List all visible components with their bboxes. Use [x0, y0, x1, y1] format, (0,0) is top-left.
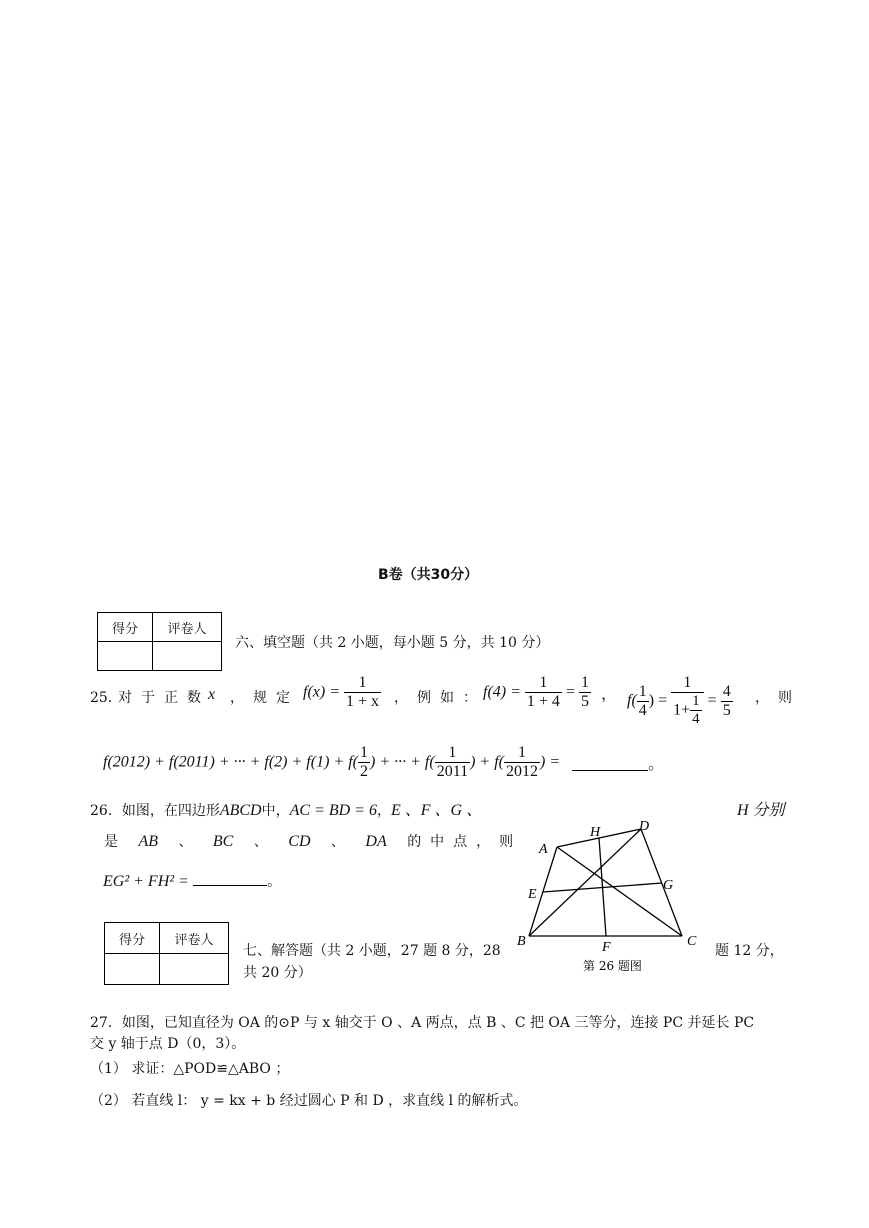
q26-cd: CD — [288, 833, 311, 850]
q27-line2: 交 y 轴于点 D（0，3）。 — [90, 1036, 246, 1052]
label-E: E — [528, 887, 537, 902]
q26-dun-2: 、 — [253, 834, 268, 850]
label-C: C — [687, 934, 697, 949]
q25-ex2-den-frac — [690, 693, 702, 728]
q25-ex1-lhs: f(4) = — [483, 683, 521, 701]
q26-line2-a: 是 — [104, 834, 118, 850]
q25-ex2-close: ) = — [648, 692, 668, 709]
q25-example-1: f(4) = $\frac{1}{1 + 4}$ = $\frac{1}{5}$ ， — [483, 674, 617, 710]
score-cell — [105, 954, 160, 985]
q26-bc: BC — [212, 833, 234, 850]
q26-figure — [508, 812, 708, 977]
q25-ex1-fraction — [525, 674, 562, 711]
q25-ex2-arg — [637, 683, 649, 720]
q26-dun-3: 、 — [330, 834, 345, 850]
q26-quad: ABCD — [219, 802, 262, 819]
q26-dun-1: 、 — [178, 834, 193, 850]
grader-label: 评卷人 — [153, 613, 222, 642]
q26-text2: 中， — [261, 803, 290, 819]
q25-period: 。 — [648, 756, 665, 773]
q26-answer-blank[interactable] — [193, 871, 267, 886]
q25-sum-half-den: 2 — [359, 763, 368, 780]
q25-ex2-anum: 1 — [638, 682, 647, 700]
label-D: D — [639, 819, 650, 834]
part6-heading: 六、填空题（共 2 小题，每小题 5 分，共 10 分） — [235, 635, 550, 651]
q25-ex2-fraction — [671, 674, 704, 728]
q25-ex1-result — [579, 674, 591, 711]
q25-sum-d-num: 1 — [504, 744, 540, 763]
part7-heading-b: 题 12 分， — [715, 943, 784, 959]
q25-ex1-rden: 5 — [580, 693, 589, 710]
figure-caption: 第 26 题图 — [583, 959, 642, 973]
q26-line3 — [103, 871, 281, 891]
q25-sum-2012 — [504, 744, 540, 781]
q25-def-lhs: f(x) = — [303, 683, 340, 701]
label-F: F — [602, 940, 611, 955]
q25-sum-a: f(2012) + f(2011) + ··· + f(2) + f(1) + f( — [103, 753, 358, 771]
q25-ex2-rden: 5 — [722, 701, 731, 719]
score-cell — [98, 642, 153, 671]
q25-ex2-rnum: 4 — [722, 682, 731, 700]
q25-ex1-rnum: 1 — [580, 674, 589, 691]
q25-ex1-eq: = — [565, 683, 575, 701]
q25-then: ，则 — [755, 690, 801, 706]
q25-sum-c-num: 1 — [435, 744, 470, 763]
q25-ex2-eq: = — [707, 692, 717, 709]
label-A: A — [539, 842, 548, 857]
q26-line2-b: 的中点，则 — [407, 834, 523, 850]
q25-sum-2011 — [435, 744, 470, 781]
q27-line1: 27．如图，已知直径为 OA 的⊙P 与 x 轴交于 O 、A 两点，点 B 、C 把 OA 三等分，连接 PC 并延长 PC — [90, 1015, 755, 1031]
q25-ex2-den-den: 4 — [692, 711, 700, 727]
q25-sum-expression — [103, 744, 664, 781]
part7-heading-a: 七、解答题（共 2 小题，27 题 8 分，28 — [243, 943, 501, 959]
q25-ex2-den — [671, 693, 704, 728]
q26-number: 26． — [90, 803, 122, 819]
q25-ex2-den-num: 1 — [692, 693, 700, 709]
q25-ex2-f: f( — [627, 692, 637, 709]
q25-answer-blank[interactable] — [572, 754, 648, 771]
q26-ab: AB — [138, 833, 158, 850]
q27-sub2: （2） 若直线 l： y = kx + b 经过圆心 P 和 D ，求直线 l 的解析式。 — [90, 1093, 528, 1109]
score-table-part7 — [104, 922, 229, 985]
q25-def-num: 1 — [344, 674, 381, 693]
q25-ex2-den-lead: 1+ — [673, 701, 691, 719]
q25-ex2-aden: 4 — [638, 701, 647, 719]
section-b-title: B卷（共30分） — [378, 567, 479, 583]
q25-rule: ，规定 — [230, 690, 299, 706]
q26-condition: AC = BD = 6 — [289, 802, 377, 819]
q27-sub1: （1） 求证：△POD≌△ABO ； — [90, 1061, 290, 1077]
label-G: G — [663, 878, 674, 893]
q25-lead: 对于正数 — [118, 690, 210, 706]
q25-example-label: ，例如： — [394, 690, 486, 706]
q25-sum-half — [358, 744, 370, 781]
q26-period: 。 — [267, 874, 282, 890]
score-table-part6 — [97, 612, 222, 671]
q25-var-x: x — [208, 686, 216, 703]
q25-ex2-num: 1 — [671, 674, 704, 693]
q25-ex2-result — [721, 683, 733, 720]
q26-sep: ， — [376, 803, 391, 819]
label-H: H — [590, 825, 601, 840]
q25-def-den: 1 + x — [346, 693, 380, 710]
q25-number: 25． — [90, 690, 122, 706]
q25-def-fraction — [344, 674, 381, 711]
q25-sum-c-den: 2011 — [436, 763, 469, 780]
q26-da: DA — [365, 833, 387, 850]
q26-line1 — [90, 797, 482, 820]
q25-sum-c: ) + f( — [470, 753, 504, 771]
label-B: B — [517, 934, 526, 949]
q26-line2 — [104, 831, 522, 851]
q25-example-2 — [627, 674, 733, 728]
q25-ex1-num: 1 — [525, 674, 562, 693]
q25-sum-end: ) = — [540, 753, 561, 771]
q25-sum-b: ) + ··· + f( — [369, 753, 435, 771]
score-label: 得分 — [98, 613, 153, 642]
grader-label: 评卷人 — [160, 923, 229, 954]
q25-sum-half-num: 1 — [359, 744, 368, 761]
q26-h-end — [737, 797, 785, 820]
q25-sum-d-den: 2012 — [506, 763, 538, 780]
grader-cell — [153, 642, 222, 671]
q26-points: E 、F 、G 、 — [390, 802, 483, 819]
q25-definition — [303, 674, 381, 711]
part7-heading-c: 共 20 分） — [243, 965, 312, 981]
q26-h-end-text: H 分别 — [737, 802, 785, 819]
score-label: 得分 — [105, 923, 160, 954]
q25-ex1-den: 1 + 4 — [526, 693, 560, 710]
q26-text1: 如图，在四边形 — [121, 803, 220, 819]
q26-expression: EG² + FH² = — [103, 873, 189, 890]
grader-cell — [160, 954, 229, 985]
